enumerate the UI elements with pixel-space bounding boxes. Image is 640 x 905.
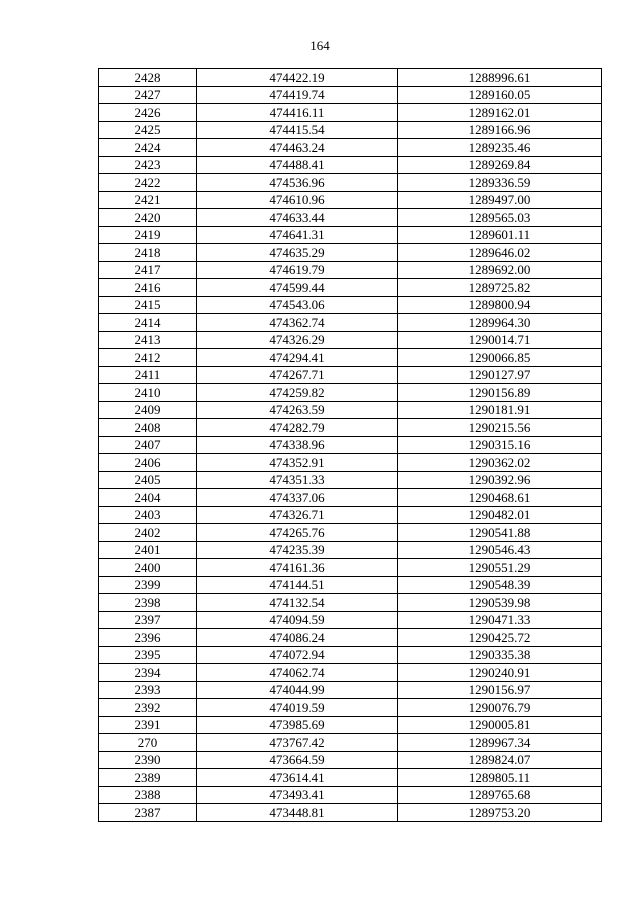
y-coordinate-cell: 1290127.97	[398, 366, 602, 384]
point-number-cell: 2410	[99, 384, 197, 402]
table-row	[99, 559, 602, 577]
point-number-cell: 2394	[99, 664, 197, 682]
y-coordinate-cell: 1288996.61	[398, 69, 602, 87]
x-coordinate-cell: 474338.96	[197, 436, 398, 454]
x-coordinate-cell: 473614.41	[197, 769, 398, 787]
page-number: 164	[310, 38, 330, 53]
table-row	[99, 349, 602, 367]
y-coordinate-cell: 1289166.96	[398, 121, 602, 139]
table-row	[99, 436, 602, 454]
x-coordinate-cell: 474641.31	[197, 226, 398, 244]
table-row	[99, 804, 602, 822]
y-coordinate-cell: 1290335.38	[398, 646, 602, 664]
point-number-cell: 2426	[99, 104, 197, 122]
point-number-cell: 2408	[99, 419, 197, 437]
table-row	[99, 244, 602, 262]
table-row	[99, 471, 602, 489]
y-coordinate-cell: 1290551.29	[398, 559, 602, 577]
x-coordinate-cell: 474351.33	[197, 471, 398, 489]
y-coordinate-cell: 1290315.16	[398, 436, 602, 454]
table-row	[99, 454, 602, 472]
x-coordinate-cell: 474352.91	[197, 454, 398, 472]
point-number-cell: 2416	[99, 279, 197, 297]
table-row	[99, 734, 602, 752]
x-coordinate-cell: 473767.42	[197, 734, 398, 752]
x-coordinate-cell: 473493.41	[197, 786, 398, 804]
y-coordinate-cell: 1290471.33	[398, 611, 602, 629]
point-number-cell: 2413	[99, 331, 197, 349]
table-row	[99, 751, 602, 769]
point-number-cell: 2417	[99, 261, 197, 279]
point-number-cell: 2388	[99, 786, 197, 804]
x-coordinate-cell: 474416.11	[197, 104, 398, 122]
table-row	[99, 506, 602, 524]
y-coordinate-cell: 1289765.68	[398, 786, 602, 804]
point-number-cell: 2423	[99, 156, 197, 174]
x-coordinate-cell: 474543.06	[197, 296, 398, 314]
y-coordinate-cell: 1289162.01	[398, 104, 602, 122]
y-coordinate-cell: 1289269.84	[398, 156, 602, 174]
point-number-cell: 2428	[99, 69, 197, 87]
y-coordinate-cell: 1290156.97	[398, 681, 602, 699]
x-coordinate-cell: 474635.29	[197, 244, 398, 262]
y-coordinate-cell: 1289565.03	[398, 209, 602, 227]
table-row	[99, 104, 602, 122]
table-row	[99, 541, 602, 559]
point-number-cell: 2391	[99, 716, 197, 734]
x-coordinate-cell: 473448.81	[197, 804, 398, 822]
table-row	[99, 366, 602, 384]
point-number-cell: 270	[99, 734, 197, 752]
y-coordinate-cell: 1289967.34	[398, 734, 602, 752]
y-coordinate-cell: 1290482.01	[398, 506, 602, 524]
table-row	[99, 86, 602, 104]
table-row	[99, 699, 602, 717]
table-row	[99, 209, 602, 227]
x-coordinate-cell: 474599.44	[197, 279, 398, 297]
x-coordinate-cell: 474463.24	[197, 139, 398, 157]
y-coordinate-cell: 1290541.88	[398, 524, 602, 542]
x-coordinate-cell: 474263.59	[197, 401, 398, 419]
y-coordinate-cell: 1290392.96	[398, 471, 602, 489]
y-coordinate-cell: 1290005.81	[398, 716, 602, 734]
x-coordinate-cell: 474072.94	[197, 646, 398, 664]
y-coordinate-cell: 1289805.11	[398, 769, 602, 787]
y-coordinate-cell: 1289336.59	[398, 174, 602, 192]
x-coordinate-cell: 474362.74	[197, 314, 398, 332]
y-coordinate-cell: 1290539.98	[398, 594, 602, 612]
x-coordinate-cell: 474144.51	[197, 576, 398, 594]
x-coordinate-cell: 474259.82	[197, 384, 398, 402]
table-row	[99, 716, 602, 734]
y-coordinate-cell: 1289964.30	[398, 314, 602, 332]
table-row	[99, 419, 602, 437]
y-coordinate-cell: 1290014.71	[398, 331, 602, 349]
table-row	[99, 296, 602, 314]
y-coordinate-cell: 1290425.72	[398, 629, 602, 647]
table-row	[99, 489, 602, 507]
point-number-cell: 2409	[99, 401, 197, 419]
y-coordinate-cell: 1290156.89	[398, 384, 602, 402]
y-coordinate-cell: 1289646.02	[398, 244, 602, 262]
point-number-cell: 2427	[99, 86, 197, 104]
point-number-cell: 2400	[99, 559, 197, 577]
table-row	[99, 681, 602, 699]
point-number-cell: 2392	[99, 699, 197, 717]
x-coordinate-cell: 474132.54	[197, 594, 398, 612]
x-coordinate-cell: 474326.71	[197, 506, 398, 524]
y-coordinate-cell: 1290240.91	[398, 664, 602, 682]
table-row	[99, 629, 602, 647]
point-number-cell: 2412	[99, 349, 197, 367]
point-number-cell: 2404	[99, 489, 197, 507]
y-coordinate-cell: 1289753.20	[398, 804, 602, 822]
table-body	[99, 69, 602, 822]
x-coordinate-cell: 474019.59	[197, 699, 398, 717]
point-number-cell: 2398	[99, 594, 197, 612]
point-number-cell: 2389	[99, 769, 197, 787]
point-number-cell: 2411	[99, 366, 197, 384]
table-row	[99, 524, 602, 542]
x-coordinate-cell: 474326.29	[197, 331, 398, 349]
table-row	[99, 611, 602, 629]
y-coordinate-cell: 1289800.94	[398, 296, 602, 314]
x-coordinate-cell: 474267.71	[197, 366, 398, 384]
point-number-cell: 2387	[99, 804, 197, 822]
point-number-cell: 2415	[99, 296, 197, 314]
x-coordinate-cell: 474161.36	[197, 559, 398, 577]
point-number-cell: 2406	[99, 454, 197, 472]
point-number-cell: 2419	[99, 226, 197, 244]
point-number-cell: 2390	[99, 751, 197, 769]
point-number-cell: 2393	[99, 681, 197, 699]
table-row	[99, 384, 602, 402]
y-coordinate-cell: 1290468.61	[398, 489, 602, 507]
table-row	[99, 139, 602, 157]
y-coordinate-cell: 1289725.82	[398, 279, 602, 297]
y-coordinate-cell: 1289824.07	[398, 751, 602, 769]
table-row	[99, 261, 602, 279]
table-row	[99, 191, 602, 209]
table-row	[99, 279, 602, 297]
table-row	[99, 69, 602, 87]
point-number-cell: 2397	[99, 611, 197, 629]
point-number-cell: 2399	[99, 576, 197, 594]
table-row	[99, 121, 602, 139]
x-coordinate-cell: 474619.79	[197, 261, 398, 279]
y-coordinate-cell: 1290181.91	[398, 401, 602, 419]
y-coordinate-cell: 1289497.00	[398, 191, 602, 209]
y-coordinate-cell: 1290546.43	[398, 541, 602, 559]
y-coordinate-cell: 1290215.56	[398, 419, 602, 437]
y-coordinate-cell: 1290548.39	[398, 576, 602, 594]
table-row	[99, 226, 602, 244]
x-coordinate-cell: 474235.39	[197, 541, 398, 559]
x-coordinate-cell: 474536.96	[197, 174, 398, 192]
x-coordinate-cell: 474415.54	[197, 121, 398, 139]
point-number-cell: 2421	[99, 191, 197, 209]
table-row	[99, 156, 602, 174]
coordinates-table	[98, 68, 602, 822]
point-number-cell: 2396	[99, 629, 197, 647]
table-row	[99, 576, 602, 594]
point-number-cell: 2424	[99, 139, 197, 157]
point-number-cell: 2403	[99, 506, 197, 524]
x-coordinate-cell: 474094.59	[197, 611, 398, 629]
x-coordinate-cell: 474337.06	[197, 489, 398, 507]
point-number-cell: 2395	[99, 646, 197, 664]
table-row	[99, 786, 602, 804]
point-number-cell: 2422	[99, 174, 197, 192]
x-coordinate-cell: 473664.59	[197, 751, 398, 769]
x-coordinate-cell: 473985.69	[197, 716, 398, 734]
x-coordinate-cell: 474265.76	[197, 524, 398, 542]
x-coordinate-cell: 474633.44	[197, 209, 398, 227]
table-row	[99, 664, 602, 682]
table-row	[99, 331, 602, 349]
x-coordinate-cell: 474062.74	[197, 664, 398, 682]
y-coordinate-cell: 1289692.00	[398, 261, 602, 279]
y-coordinate-cell: 1289160.05	[398, 86, 602, 104]
y-coordinate-cell: 1290362.02	[398, 454, 602, 472]
x-coordinate-cell: 474610.96	[197, 191, 398, 209]
table-row	[99, 174, 602, 192]
y-coordinate-cell: 1289235.46	[398, 139, 602, 157]
table-row	[99, 769, 602, 787]
point-number-cell: 2405	[99, 471, 197, 489]
point-number-cell: 2425	[99, 121, 197, 139]
point-number-cell: 2418	[99, 244, 197, 262]
x-coordinate-cell: 474282.79	[197, 419, 398, 437]
point-number-cell: 2402	[99, 524, 197, 542]
x-coordinate-cell: 474419.74	[197, 86, 398, 104]
y-coordinate-cell: 1289601.11	[398, 226, 602, 244]
point-number-cell: 2420	[99, 209, 197, 227]
table-row	[99, 646, 602, 664]
point-number-cell: 2414	[99, 314, 197, 332]
table-row	[99, 314, 602, 332]
table-row	[99, 401, 602, 419]
x-coordinate-cell: 474422.19	[197, 69, 398, 87]
point-number-cell: 2407	[99, 436, 197, 454]
x-coordinate-cell: 474086.24	[197, 629, 398, 647]
x-coordinate-cell: 474488.41	[197, 156, 398, 174]
y-coordinate-cell: 1290076.79	[398, 699, 602, 717]
y-coordinate-cell: 1290066.85	[398, 349, 602, 367]
x-coordinate-cell: 474294.41	[197, 349, 398, 367]
point-number-cell: 2401	[99, 541, 197, 559]
x-coordinate-cell: 474044.99	[197, 681, 398, 699]
table-row	[99, 594, 602, 612]
